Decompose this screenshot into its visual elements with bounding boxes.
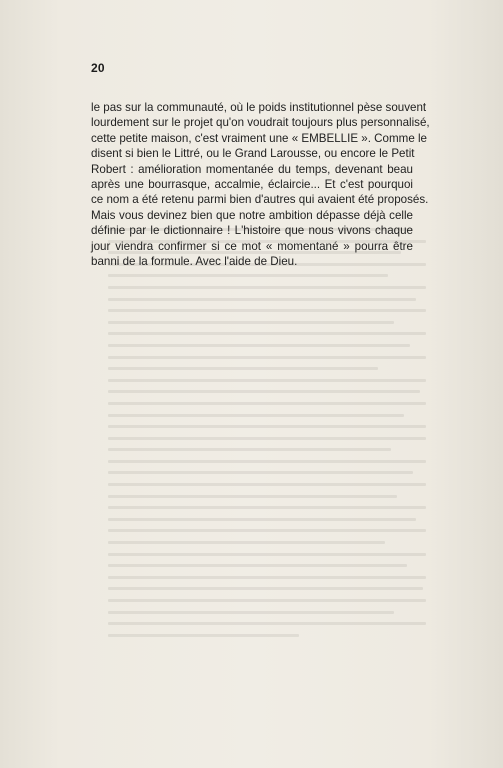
text-line: le pas sur la communauté, où le poids institutionnel pèse souvent [91,101,427,114]
text-line: Mais vous devinez bien que notre ambition dépasse déjà celle [91,208,413,222]
text-line: jour viendra confirmer si ce mot « momentané » pourra être [91,239,413,253]
text-line: cette petite maison, c'est vraiment une « EMBELLIE ». Comme le [91,131,428,145]
text-line: Robert : amélioration momentanée du temps, devenant beau [91,162,413,176]
text-line: définie par le dictionnaire ! L'histoire que nous vivons chaque [91,224,413,238]
text-line: après une bourrasque, accalmie, éclaircie... Et c'est pourquoi [91,178,413,192]
page-number: 20 [91,61,105,75]
body-paragraph [91,100,430,269]
text-line: disent si bien le Littré, ou le Grand Larousse, ou encore le Petit [91,147,415,161]
text-line: ce nom a été retenu parmi bien d'autres qui avaient été proposés. [91,193,429,207]
reverse-side-show-through [108,228,426,648]
text-line: banni de la formule. Avec l'aide de Dieu. [91,255,298,269]
text-line: lourdement sur le projet qu'on voudrait toujours plus personnalisé, [91,116,430,130]
